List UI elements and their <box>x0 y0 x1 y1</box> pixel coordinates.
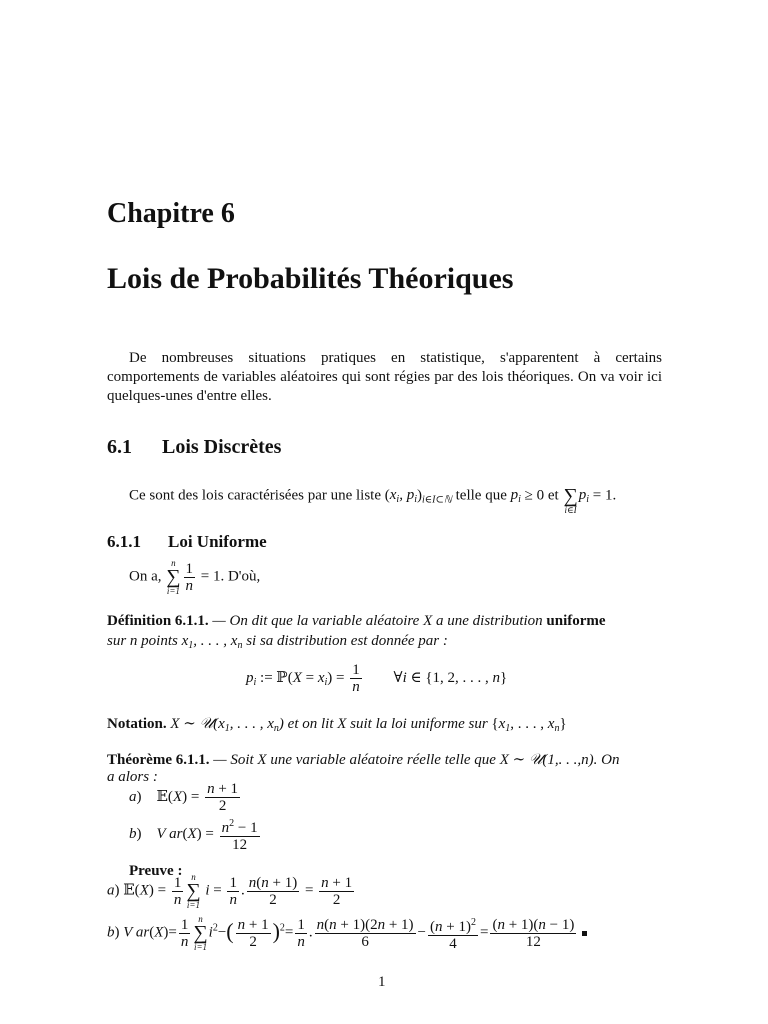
text: uniforme <box>546 613 606 629</box>
intro-paragraph <box>107 349 662 406</box>
intro-text: De nombreuses situations pratiques en statistique, s'apparentent à certains comportements de variables aléatoires qui sont régies par des lois théoriques. On va voir ici quelques-unes d'entre elles. <box>107 350 662 404</box>
qed-square <box>582 931 587 936</box>
definition-formula: $p_i$ := ℙ(X = $x_i$) = $\frac{1}{n}$ ∀i ∈ {1, 2, . . . , n} <box>246 662 508 695</box>
proof-item-a: a) 𝔼(X) = $\frac{1}{n}$ n ∑ i=1 i = $\frac{1}{n}$ . $\frac{n(n + 1)}{2}$ = $\frac{n + 1}{2}$ <box>107 872 353 910</box>
text: Ce sont des lois caractérisées par une liste <box>129 487 381 504</box>
notation-label: Notation. <box>107 716 167 732</box>
proof-item-b: b) V ar(X)= $\frac{1}{n}$ n ∑ i=1 $i^2-$( $\frac{n + 1}{2}$ )$^2$= $\frac{1}{n}$ . $\frac{n(n + 1)(2n + 1)}{6}$ − $\frac{(n + 1)^2}{4}$ = $\frac{(n + 1)(n - 1)}{12}$ <box>107 914 587 952</box>
fraction: $\frac{n(n + 1)}{2}$ <box>248 874 298 908</box>
text: et on lit X suit la loi uniforme sur <box>287 716 488 732</box>
proof-label: Preuve : <box>129 863 183 879</box>
text: = 1. D'où, <box>200 568 261 585</box>
text: telle que <box>455 487 507 504</box>
chapter-label: Chapitre 6 <box>107 198 235 229</box>
text: = 1. <box>592 487 617 504</box>
notation-line: Notation. X ∼ $𝒰(x_1$, . . . , $x_n$) et on lit X suit la loi uniforme sur {$x_1$, . . . , $x_n$} <box>107 716 567 734</box>
fraction: $\frac{n + 1}{2}$ <box>321 874 353 908</box>
text: On a, <box>129 568 162 585</box>
fraction: $\frac{1}{n}$ <box>185 560 194 594</box>
fraction: $\frac{n^2 - 1}{12}$ <box>221 818 258 853</box>
section-intro-line: Ce sont des lois caractérisées par une liste ($x_i$, $p_i)_{i\in I\subset ℕ}$ telle que $p_i \ge 0$ et ∑ i∈I $p_i = 1$. <box>129 477 616 515</box>
theorem-line-2: a alors : <box>107 769 158 785</box>
text: si sa distribution est donnée par : <box>246 633 448 649</box>
fraction: $\frac{(n + 1)^2}{4}$ <box>430 916 476 952</box>
theorem-label: Théorème 6.1.1. <box>107 752 210 768</box>
theorem-item-a: a) 𝔼(X) = $\frac{n + 1}{2}$ <box>129 781 239 814</box>
definition-label: Définition 6.1.1. <box>107 613 209 629</box>
text: On <box>601 752 620 768</box>
fraction: $\frac{1}{n}$ <box>297 916 305 950</box>
fraction: $\frac{1}{n}$ <box>173 874 182 908</box>
subsection-number: 6.1.1 <box>107 532 141 551</box>
text: sur n points x <box>107 633 189 649</box>
definition-line-1 <box>107 613 606 630</box>
theorem-item-b: b) V ar(X) = $\frac{n^2 - 1}{12}$ <box>129 818 258 853</box>
page-number: 1 <box>378 974 386 990</box>
fraction: $\frac{1}{n}$ <box>229 874 237 908</box>
fraction: $\frac{(n + 1)(n - 1)}{12}$ <box>492 916 575 950</box>
fraction: $\frac{1}{n}$ <box>180 916 189 950</box>
theorem-line-1: Théorème 6.1.1. — Soit X une variable aléatoire réelle telle que X ∼ 𝒰(1,. . .,n). On <box>107 752 620 768</box>
sum-symbol: ∑ i∈I <box>563 485 578 515</box>
sum-symbol: n ∑ i=1 <box>166 558 181 596</box>
subsection-title: Loi Uniforme <box>168 532 267 551</box>
text: et <box>547 487 559 504</box>
section-title: Lois Discrètes <box>162 436 282 458</box>
section-number: 6.1 <box>107 436 132 458</box>
subsection-heading <box>107 532 267 552</box>
chapter-title: Lois de Probabilités Théoriques <box>107 262 514 295</box>
fraction: $\frac{n + 1}{2}$ <box>207 781 239 814</box>
fraction: $\frac{n + 1}{2}$ <box>237 916 269 950</box>
fraction: $\frac{n(n + 1)(2n + 1)}{6}$ <box>316 916 414 950</box>
sum-symbol: n ∑ i=1 <box>193 914 208 952</box>
section-heading <box>107 436 281 459</box>
fraction: $\frac{1}{n}$ <box>352 662 360 695</box>
definition-line-2: sur n points $x_1$, . . . , $x_n$ si sa distribution est donnée par : <box>107 633 448 651</box>
sum-symbol: n ∑ i=1 <box>186 872 201 910</box>
text: — Soit X une variable aléatoire réelle telle que <box>213 752 496 768</box>
text: — On dit que la variable aléatoire X a une distribution <box>212 613 543 629</box>
on-a-line <box>129 558 260 596</box>
